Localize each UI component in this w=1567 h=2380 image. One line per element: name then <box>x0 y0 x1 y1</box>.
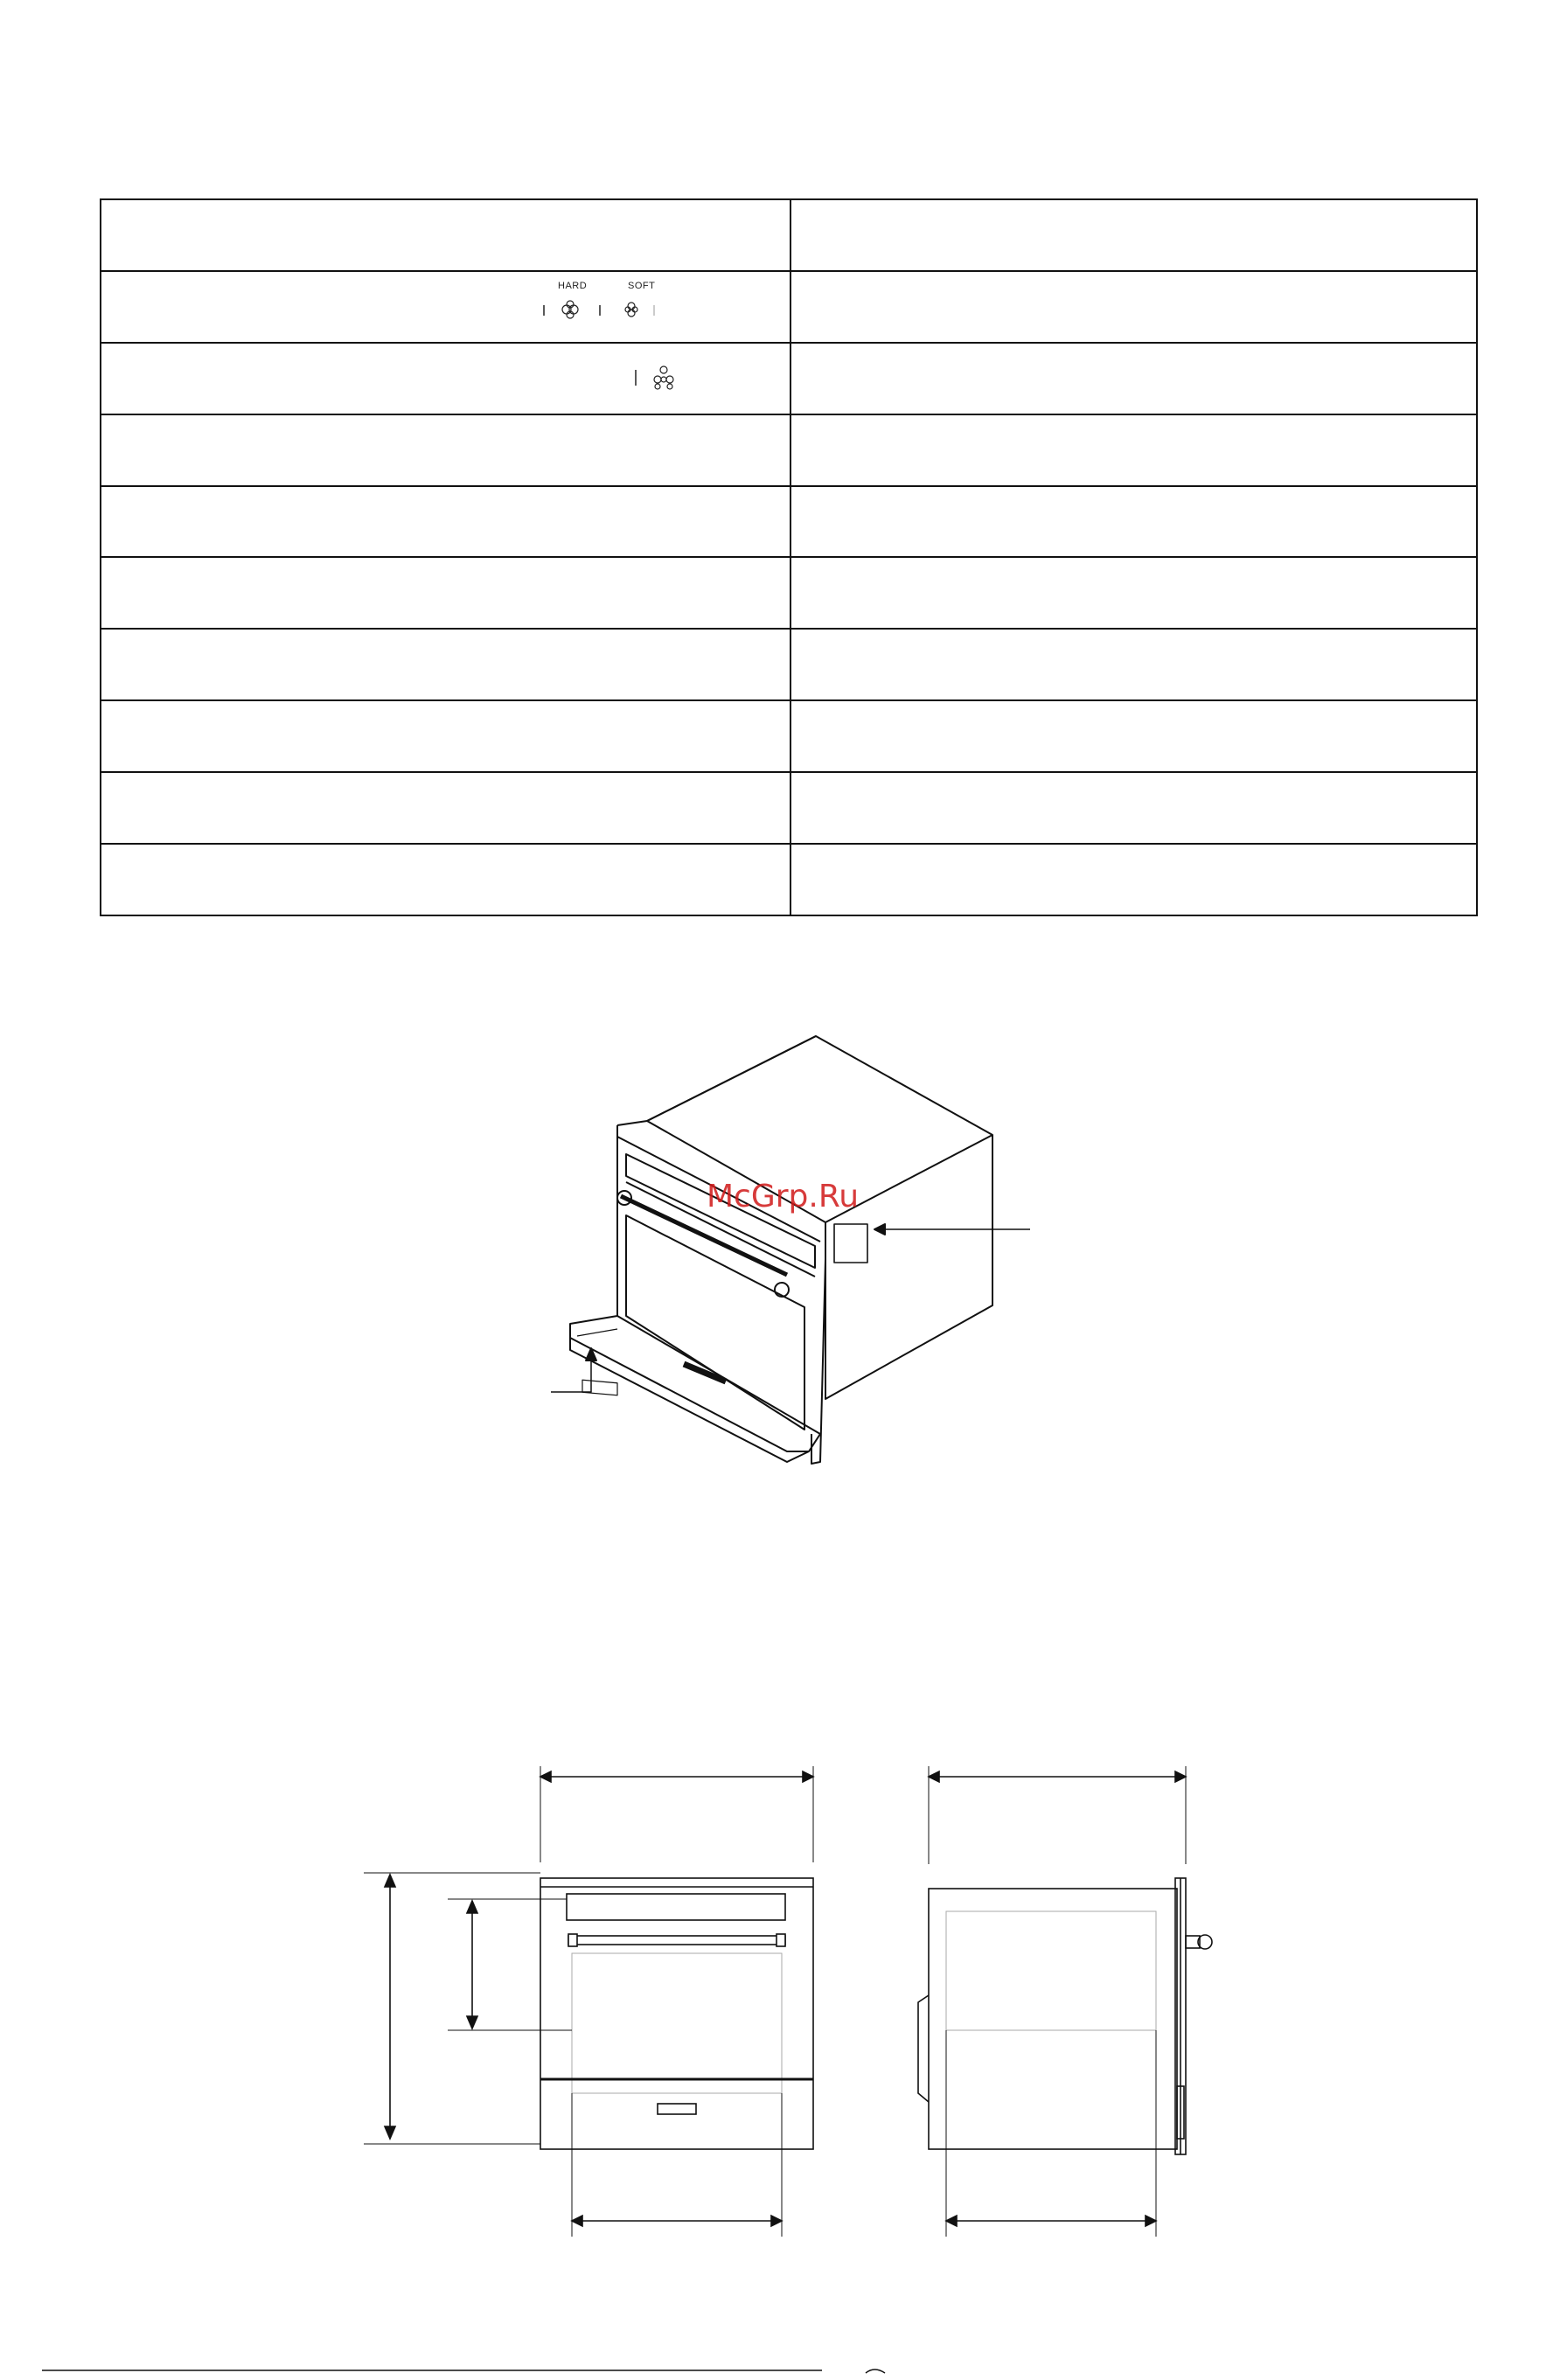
watermark: McGrp.Ru <box>707 1179 860 1214</box>
oven-side-view <box>918 1766 1212 2237</box>
soft-label: SOFT <box>628 280 656 291</box>
hard-label: HARD <box>558 280 588 291</box>
oven-front-view <box>364 1766 813 2237</box>
